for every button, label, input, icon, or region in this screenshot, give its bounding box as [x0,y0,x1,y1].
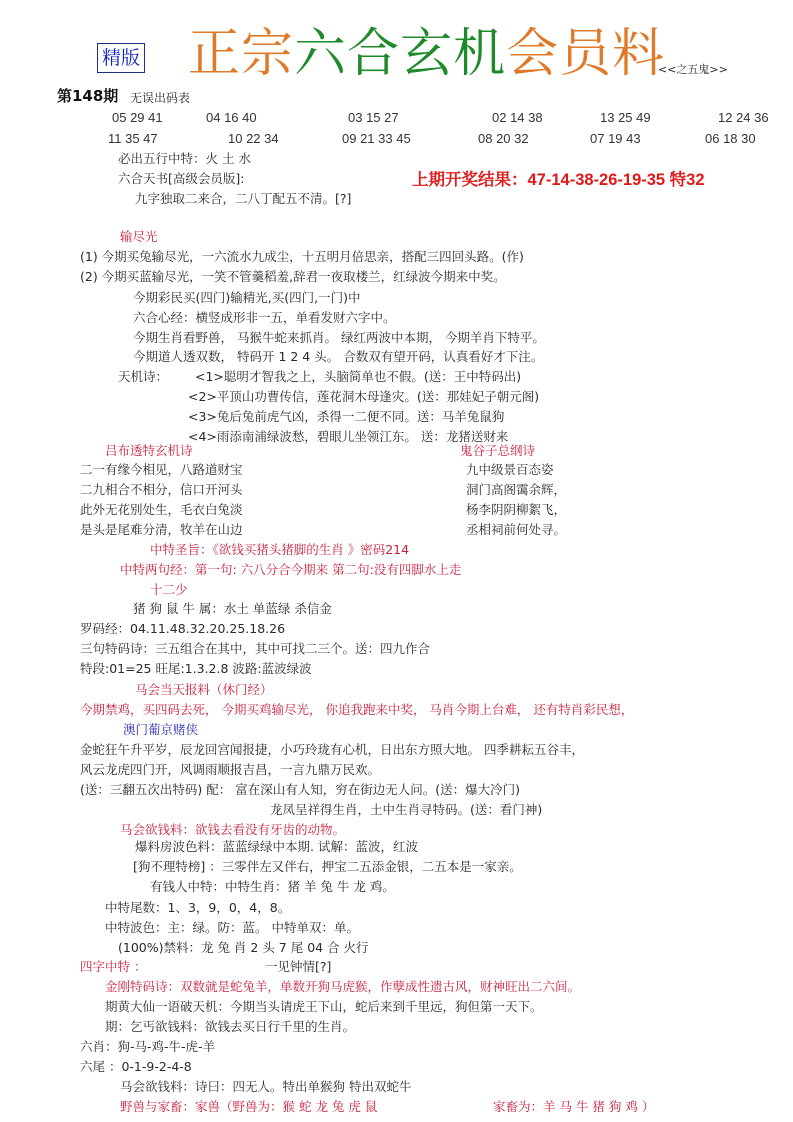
title-char: 玄 [400,24,454,84]
title-char: 会 [506,24,560,84]
text-line: 洞门高阁霭余辉， [466,482,567,497]
text-line: (送：三翻五次出特码) 配： 富在深山有人知，穷在街边无人问。(送：爆大冷门) [80,782,520,797]
text-line: 猪 狗 鼠 牛 属：水土 单蓝绿 杀信金 [133,601,332,616]
text-line: 风云龙虎四门开，风调雨顺报吉昌，一言九鼎万民欢。 [80,762,381,777]
text-line: [狗不理特榜] ：三零伴左又伴右，押宝二五添金银，二五本是一家亲。 [133,859,522,874]
text-line: 三句特码诗：三五组合在其中，其中可找二三个。送：四九作合 [80,641,431,656]
text-line: 九字独取二来合，二八丁配五不清。[?] [135,191,352,206]
text-line: (1) 今期买兔输尽光，一六流水九成尘，十五明月倍思亲，搭配三四回头路。(作) [80,249,524,264]
text-line: (100%)禁料：龙 兔 肖 2 头 7 尾 04 合 火行 [118,940,369,955]
text-line: 中特尾数：1、3，9，0，4，8。 [105,900,291,915]
text-line: 四字中特 ： [80,959,147,974]
text-line: 二九相合不相分，信口开河头 [80,482,243,497]
text-line: <3>兔后兔前虎气凶，杀得一二便不同。送：马羊兔鼠狗 [188,409,505,424]
number-group: 05 29 41 [112,110,163,125]
number-group: 12 24 36 [718,110,769,125]
text-line: 六尾 ：0-1-9-2-4-8 [80,1059,192,1074]
text-line: 必出五行中特：火 土 水 [118,151,251,166]
text-line: 今期生肖看野兽， 马猴牛蛇来抓肖。 绿红两波中本期， 今期羊肖下特平。 [133,330,545,345]
text-line: 中特两句经：第一句: 六八分合今期来 第二句:没有四脚水上走 [120,562,462,577]
page-title [188,24,665,84]
title-char: 员 [559,24,613,84]
text-line: 六肖：狗-马-鸡-牛-虎-羊 [80,1039,216,1054]
text-line: 一见钟情[?] [265,959,332,974]
edition-badge: 精版 [97,43,145,73]
issue-number: 第148期 [57,87,119,105]
number-group: 10 22 34 [228,131,279,146]
number-group: 03 15 27 [348,110,399,125]
title-char: 机 [453,24,507,84]
number-group: 02 14 38 [492,110,543,125]
section-heading: 马会当天报料（休门经） [135,682,273,697]
text-line: 金刚特码诗：双数就是蛇兔羊，单数开狗马虎猴，作孽成性遗古风，财神旺出二六间。 [105,979,581,994]
issue-note: 无误出码表 [130,91,191,105]
section-heading: 输尽光 [120,229,158,244]
text-line: 马会欲钱料：诗曰：四无人。特出单猴狗 特出双蛇牛 [120,1079,412,1094]
section-heading: 澳门葡京赌侠 [123,722,199,737]
text-line: 金蛇狂午升平岁，辰龙回宫闻报捷，小巧玲珑有心机，日出东方照大地。 四季耕耘五谷丰， [80,742,584,757]
text-line: 今期禁鸡，买四码去死， 今期买鸡输尽光， 你追我跑来中奖， 马肖今期上台难， 还有特肖彩民想， [80,702,634,717]
number-group: 04 16 40 [206,110,257,125]
text-line: 此外无花别处生，毛衣白兔淡 [80,502,243,517]
text-line: 二一有缘今相见，八路道财宝 [80,462,243,477]
text-line: 特段:01=25 旺尾:1.3.2.8 波路:蓝波绿波 [80,661,312,676]
text-line: 家畜为：羊 马 牛 猪 狗 鸡 ） [493,1099,655,1114]
text-line: 是头是尾难分清，牧羊在山边 [80,522,243,537]
title-char: 六 [294,24,348,84]
text-line: 期：乞丐欲钱料：欲钱去买日行千里的生肖。 [105,1019,356,1034]
section-heading: 鬼谷子总纲诗 [460,443,536,458]
text-line: 有钱人中特：中特生肖：猪 羊 兔 牛 龙 鸡。 [150,879,395,894]
text-line: <2>平顶山功曹传信，莲花洞木母逢灾。(送：那娃妃子朝元阁) [188,389,540,404]
title-char: 合 [347,24,401,84]
title-char: 正 [188,24,242,84]
number-group: 09 21 33 45 [342,131,411,146]
number-group: 07 19 43 [590,131,641,146]
text-line: 十二少 [150,582,188,597]
number-group: 13 25 49 [600,110,651,125]
text-line: <1>聪明才智我之上，头脑简单也不假。(送：王中特码出) [195,369,522,384]
text-line: 杨李阴阴柳絮飞， [466,502,567,517]
title-char: 宗 [241,24,295,84]
text-line: 丞相祠前何处寻。 [466,522,567,537]
text-line: 六合心经：横竖成形非一五，单看发财六字中。 [133,310,396,325]
text-line: 马会欲钱料：欲钱去看没有牙齿的动物。 [120,822,346,837]
text-line: 今期彩民买(四门)输精光,买(四门,一门)中 [133,290,361,305]
text-line: 天机诗： [118,369,169,384]
last-draw-result: 上期开奖结果：47-14-38-26-19-35 特32 [412,171,705,189]
text-line: 罗码经：04.11.48.32.20.25.18.26 [80,621,286,636]
text-line: 中特圣旨：《欲钱买猪头猪脚的生肖 》密码214 [150,542,410,557]
text-line: 龙凤呈祥得生肖，土中生肖寻特码。(送：看门神) [270,802,543,817]
subtitle: <<之五鬼>> [658,63,728,76]
title-char: 料 [612,24,666,84]
text-line: 中特波色：主：绿。防：蓝。 中特单双：单。 [105,920,359,935]
text-line: 野兽与家畜：家兽（野兽为：猴 蛇 龙 兔 虎 鼠 [120,1099,378,1114]
number-group: 08 20 32 [478,131,529,146]
text-line: 期黄大仙一语破天机：今期当头请虎王下山，蛇后来到千里远，狗但第一天下。 [105,999,543,1014]
text-line: 今期道人透双数， 特码开 1 2 4 头。 合数双有望开码，认真看好才下注。 [133,349,544,364]
number-group: 06 18 30 [705,131,756,146]
text-line: 六合天书[高级会员版]: [118,171,245,186]
section-heading: 吕布透特玄机诗 [105,443,193,458]
text-line: 爆料房波色料：蓝蓝绿绿中本期. 试解：蓝波，红波 [135,839,418,854]
text-line: (2) 今期买蓝输尽光，一笑不管羹稻羞,辞君一夜取楼兰，红绿波今期来中奖。 [80,269,506,284]
number-group: 11 35 47 [108,131,158,146]
text-line: <4>雨添南浦绿波愁，碧眼儿坐领江东。 送：龙猪送财来 [188,429,509,444]
text-line: 九中级景百态姿 [466,462,554,477]
